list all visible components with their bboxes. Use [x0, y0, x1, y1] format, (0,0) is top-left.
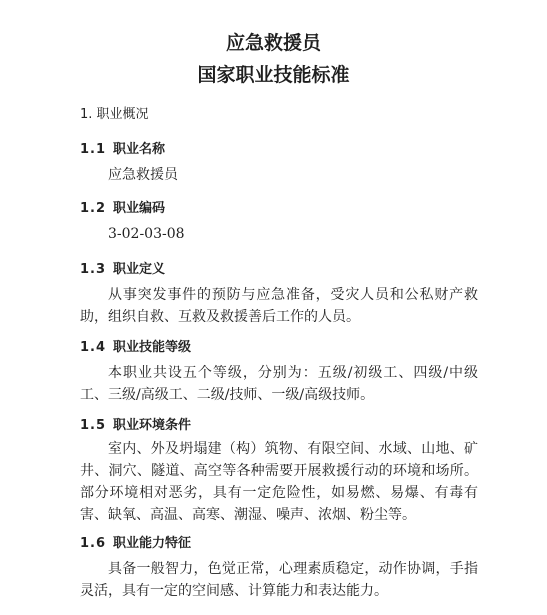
- section-heading-1-6: [80, 532, 191, 551]
- section-title: 职业编码: [113, 201, 166, 216]
- section-number: 1.5: [80, 418, 107, 433]
- section-text-1-1: 应急救援员: [108, 167, 178, 183]
- section-title: 职业名称: [113, 142, 166, 157]
- section-number: 1.3: [80, 262, 107, 277]
- section-text-1-3: 从事突发事件的预防与应急准备，受灾人员和公私财产救助，组织自救、互救及救援善后工作的人员。: [80, 287, 478, 325]
- section-number: 1.1: [80, 142, 107, 157]
- section-text-1-4: 本职业共设五个等级，分别为：五级/初级工、四级/中级工、三级/高级工、二级/技师、一级/高级技师。: [80, 365, 478, 403]
- document-title: 应急救援员: [225, 32, 321, 54]
- section-text-1-5: 室内、外及坍塌建（构）筑物、有限空间、水域、山地、矿井、洞穴、隧道、高空等各种需要开展救援行动的环境和场所。部分环境相对恶劣，具有一定危险性，如易燃、易爆、有毒有害、缺氧、高温、高寒、潮湿、噪声、浓烟、粉尘等。: [80, 441, 478, 523]
- chapter-heading: 1. 职业概况: [80, 107, 149, 122]
- section-heading-1-4: [80, 336, 191, 355]
- section-title: 职业技能等级: [113, 340, 192, 355]
- section-number: 1.2: [80, 201, 107, 216]
- section-heading-1-2: [80, 197, 165, 216]
- section-heading-1-5: [80, 414, 191, 433]
- section-title: 职业环境条件: [113, 418, 192, 433]
- section-heading-1-1: [80, 138, 165, 157]
- section-text-1-6: 具备一般智力，色觉正常，心理素质稳定，动作协调，手指灵活，具有一定的空间感、计算能力和表达能力。: [80, 561, 478, 599]
- document-subtitle: 国家职业技能标准: [197, 64, 350, 86]
- section-text-1-2: 3-02-03-08: [108, 226, 185, 242]
- section-title: 职业定义: [113, 262, 166, 277]
- section-number: 1.6: [80, 536, 107, 551]
- section-heading-1-3: [80, 258, 165, 277]
- section-title: 职业能力特征: [113, 536, 192, 551]
- section-number: 1.4: [80, 340, 107, 355]
